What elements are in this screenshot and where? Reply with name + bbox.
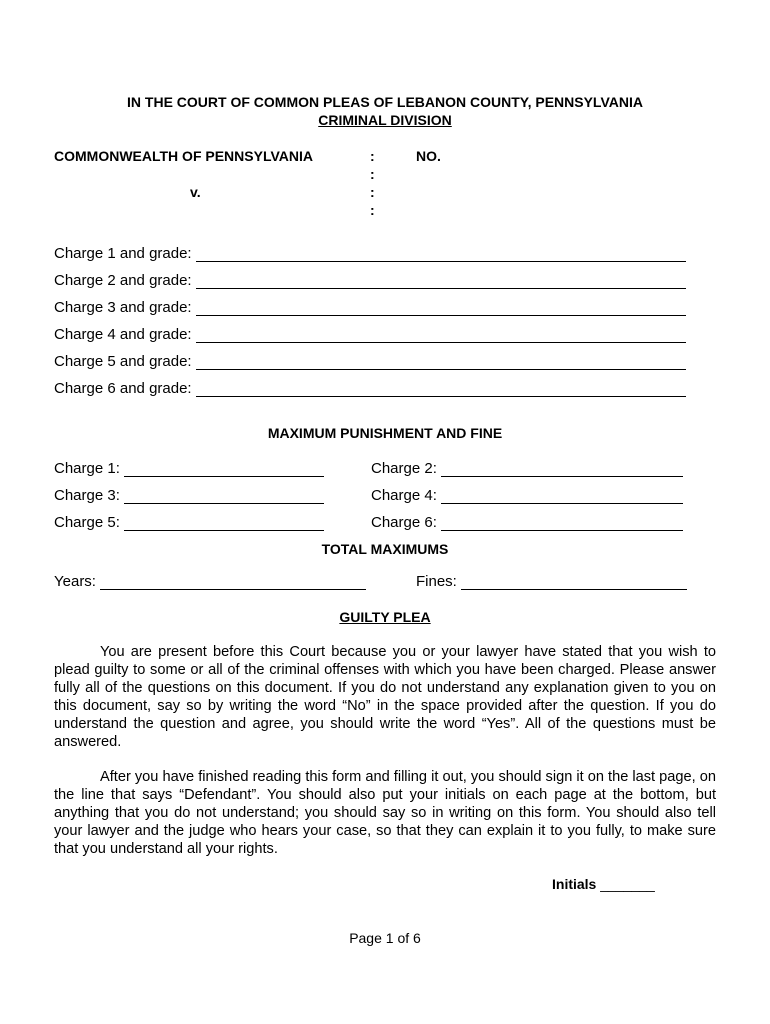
charge-6-field[interactable] (196, 382, 686, 397)
court-heading: IN THE COURT OF COMMON PLEAS OF LEBANON COUNTY, PENNSYLVANIA (127, 94, 643, 110)
caption-colon-4: : (370, 202, 375, 218)
charge-row-1 (54, 245, 686, 262)
max-charge-2-row (371, 460, 683, 477)
max-charge-3-row (54, 487, 324, 504)
max-charge-2-field[interactable] (441, 462, 683, 477)
max-charge-1-row (54, 460, 324, 477)
charge-label: Charge 6 and grade: (54, 380, 192, 397)
caption-colon-1: : (370, 148, 375, 164)
initials-label: Initials (552, 876, 597, 892)
max-charge-4-field[interactable] (441, 489, 683, 504)
plea-paragraph-2: After you have finished reading this form and filling it out, you should sign it on the last page, on the line that says “Defendant”. You should also put your initials on each page at the bottom, but anything that you do not understand; you should say so in writing on this form. You should also tell your lawyer and the judge who hears your case, so that they can explain it to you fully, to make sure that you understand all your rights. (54, 769, 716, 857)
charge-label: Charge 2 and grade: (54, 272, 192, 289)
charge-3-field[interactable] (196, 301, 686, 316)
guilty-plea-heading: GUILTY PLEA (339, 609, 431, 625)
max-charge-5-row (54, 514, 324, 531)
max-charge-label: Charge 5: (54, 514, 120, 531)
initials-block (552, 876, 655, 892)
page-number: Page 1 of 6 (349, 930, 421, 946)
commonwealth-label: COMMONWEALTH OF PENNSYLVANIA (54, 148, 313, 164)
max-charge-label: Charge 2: (371, 460, 437, 477)
years-field[interactable] (100, 575, 366, 590)
charge-1-field[interactable] (196, 247, 686, 262)
max-charge-5-field[interactable] (124, 516, 324, 531)
charge-label: Charge 3 and grade: (54, 299, 192, 316)
max-charge-4-row (371, 487, 683, 504)
max-charge-label: Charge 6: (371, 514, 437, 531)
caption-colon-2: : (370, 166, 375, 182)
plea-paragraph-1: You are present before this Court because you or your lawyer have stated that you wish to plead guilty to some or all of the criminal offenses with which you have been charged. Please answer fully all of the questions on this document. If you do not understand any explanation given to you on this document, say so by writing the word “No” in the space provided after the question. If you do understand the question and agree, you should write the word “Yes”. All of the questions must be answered. (54, 644, 716, 750)
case-number-label: NO. (416, 148, 441, 164)
division-heading: CRIMINAL DIVISION (318, 112, 452, 128)
max-charge-1-field[interactable] (124, 462, 324, 477)
max-charge-6-row (371, 514, 683, 531)
charge-label: Charge 4 and grade: (54, 326, 192, 343)
max-charge-6-field[interactable] (441, 516, 683, 531)
max-charge-label: Charge 1: (54, 460, 120, 477)
charge-row-4 (54, 326, 686, 343)
initials-field[interactable]: _______ (600, 876, 655, 892)
total-maximums-heading: TOTAL MAXIMUMS (321, 541, 449, 557)
caption-colon-3: : (370, 184, 375, 200)
fines-label: Fines: (416, 573, 457, 590)
charge-row-2 (54, 272, 686, 289)
charge-4-field[interactable] (196, 328, 686, 343)
versus-label: v. (190, 184, 201, 200)
years-label: Years: (54, 573, 96, 590)
charge-2-field[interactable] (196, 274, 686, 289)
charge-label: Charge 5 and grade: (54, 353, 192, 370)
charge-row-3 (54, 299, 686, 316)
max-charge-label: Charge 4: (371, 487, 437, 504)
max-charge-label: Charge 3: (54, 487, 120, 504)
charge-5-field[interactable] (196, 355, 686, 370)
charge-row-5 (54, 353, 686, 370)
charge-row-6 (54, 380, 686, 397)
charge-label: Charge 1 and grade: (54, 245, 192, 262)
max-punishment-heading: MAXIMUM PUNISHMENT AND FINE (267, 425, 503, 441)
fines-field[interactable] (461, 575, 687, 590)
fines-row (416, 573, 687, 590)
years-row (54, 573, 366, 590)
max-charge-3-field[interactable] (124, 489, 324, 504)
